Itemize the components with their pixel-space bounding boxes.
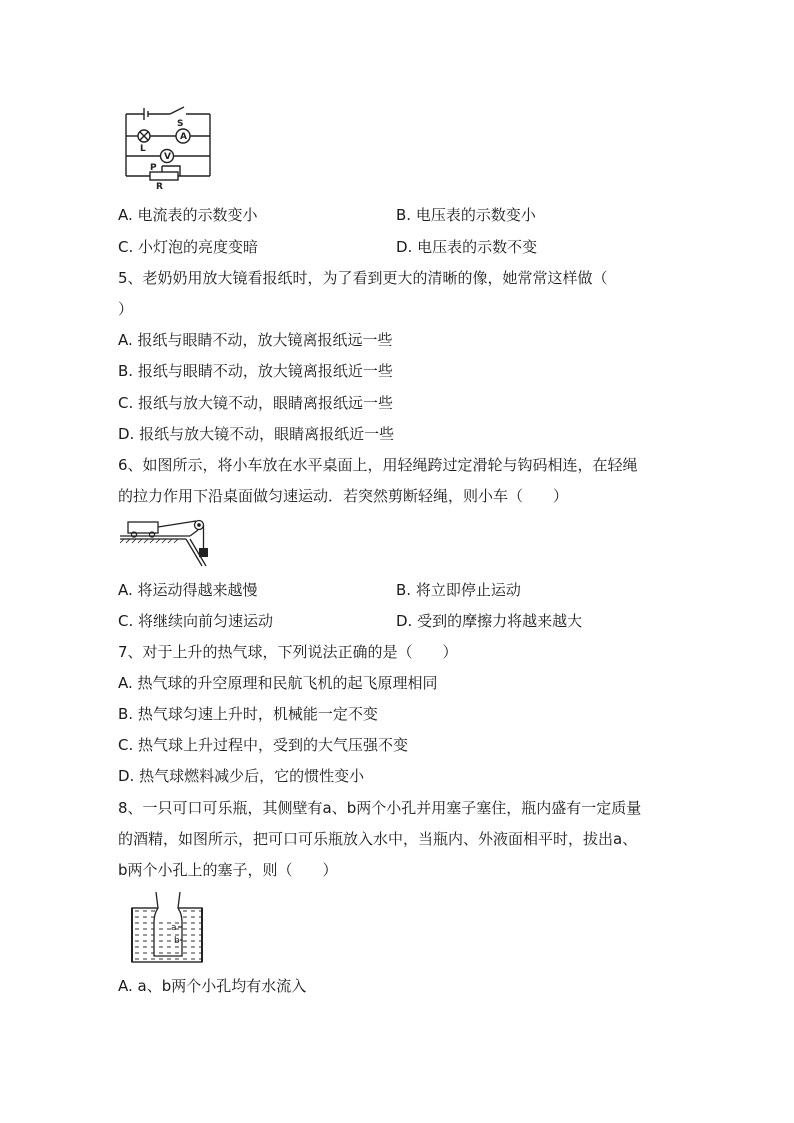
q5-option-b: B. 报纸与眼睛不动，放大镜离报纸近一些 [118, 362, 393, 380]
cart-pulley-diagram [120, 516, 220, 568]
q4-option-b: B. 电压表的示数变小 [396, 206, 536, 224]
q4-option-c: C. 小灯泡的亮度变暗 [118, 238, 259, 256]
q6-option-c: C. 将继续向前匀速运动 [118, 612, 274, 630]
label-r: R [156, 182, 163, 190]
q4-option-a: A. 电流表的示数变小 [118, 206, 258, 224]
q6-option-d: D. 受到的摩擦力将越来越大 [396, 612, 583, 630]
circuit-diagram [120, 104, 216, 190]
q7-option-b: B. 热气球匀速上升时，机械能一定不变 [118, 705, 378, 723]
q6-option-a: A. 将运动得越来越慢 [118, 581, 258, 599]
q5-option-a: A. 报纸与眼睛不动，放大镜离报纸远一些 [118, 331, 393, 349]
q5-stem-line1: 5、老奶奶用放大镜看报纸时，为了看到更大的清晰的像，她常常这样做（ [118, 269, 608, 287]
q5-option-c: C. 报纸与放大镜不动，眼睛离报纸远一些 [118, 394, 394, 412]
label-p: P [150, 163, 157, 173]
label-l: L [140, 144, 146, 154]
label-a: A [180, 132, 187, 142]
q8-stem-line2: 的酒精，如图所示，把可口可乐瓶放入水中，当瓶内、外液面相平时，拔出a、 [118, 830, 638, 848]
label-a: a [171, 923, 177, 933]
q5-option-d: D. 报纸与放大镜不动，眼睛离报纸近一些 [118, 425, 395, 443]
q8-option-a: A. a、b两个小孔均有水流入 [118, 977, 307, 995]
q8-stem-line3: b两个小孔上的塞子，则（ ） [118, 861, 338, 879]
label-b: b [174, 936, 180, 946]
q6-stem-line1: 6、如图所示，将小车放在水平桌面上，用轻绳跨过定滑轮与钩码相连，在轻绳 [118, 456, 638, 474]
q5-stem-line2: ） [118, 300, 134, 318]
q7-option-c: C. 热气球上升过程中，受到的大气压强不变 [118, 736, 409, 754]
q7-option-a: A. 热气球的升空原理和民航飞机的起飞原理相同 [118, 674, 438, 692]
q7-option-d: D. 热气球燃料减少后，它的惯性变小 [118, 767, 365, 785]
label-s: S [177, 119, 184, 129]
q6-option-b: B. 将立即停止运动 [396, 581, 521, 599]
bottle-in-water-diagram [126, 890, 210, 966]
label-v: V [164, 152, 171, 162]
q6-stem-line2: 的拉力作用下沿桌面做匀速运动．若突然剪断轻绳，则小车（ ） [118, 487, 569, 505]
q8-stem-line1: 8、一只可口可乐瓶，其侧壁有a、b两个小孔并用塞子塞住，瓶内盛有一定质量 [118, 799, 642, 817]
q4-option-d: D. 电压表的示数不变 [396, 238, 538, 256]
q7-stem: 7、对于上升的热气球，下列说法正确的是（ ） [118, 643, 458, 661]
